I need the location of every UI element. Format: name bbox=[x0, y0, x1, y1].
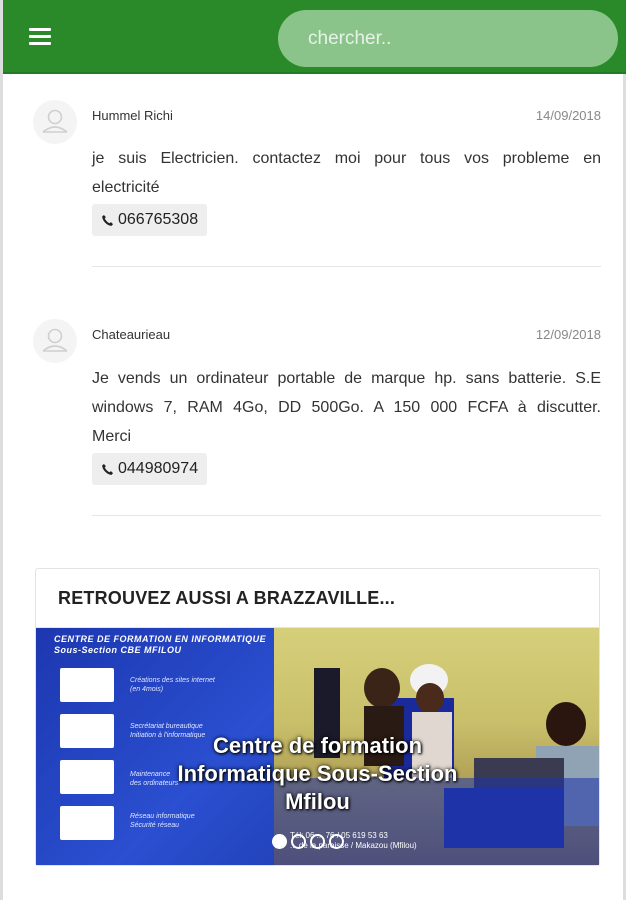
caption-line: Centre de formation bbox=[212, 733, 423, 758]
service-logo bbox=[60, 668, 114, 702]
post-date: 12/09/2018 bbox=[535, 327, 601, 342]
promo-card bbox=[35, 568, 600, 866]
post-author: Hummel Richi bbox=[92, 108, 173, 123]
service-line: (en 4mois) bbox=[130, 686, 164, 693]
post-item[interactable] bbox=[33, 319, 601, 519]
banner-title bbox=[54, 634, 266, 656]
phone-icon bbox=[101, 463, 114, 476]
user-icon bbox=[33, 100, 77, 144]
promo-heading: RETROUVEZ AUSSI A BRAZZAVILLE... bbox=[36, 569, 599, 628]
post-divider bbox=[92, 266, 601, 267]
search-input[interactable] bbox=[278, 10, 618, 67]
phone-icon bbox=[101, 214, 114, 227]
banner-caption bbox=[36, 732, 599, 816]
service-line: des ordinateurs bbox=[130, 780, 179, 787]
banner-title-line: CENTRE DE FORMATION EN INFORMATIQUE bbox=[54, 634, 267, 644]
top-bar bbox=[3, 0, 626, 74]
phone-button[interactable] bbox=[92, 453, 207, 485]
phone-number: 044980974 bbox=[118, 460, 199, 477]
contact-line: Tél: 06 ... 76 / 05 619 53 63 bbox=[290, 831, 388, 840]
banner-subtitle-line: Sous-Section CBE MFILOU bbox=[54, 645, 182, 655]
post-item[interactable] bbox=[33, 100, 601, 270]
service-line: Initiation à l'informatique bbox=[130, 732, 206, 739]
post-message: Je vends un ordinateur portable de marque hp. sans batterie. S.E windows 7, RAM 4Go, DD 500Go. A 150 000 FCFA à discutter. Merci bbox=[92, 370, 601, 445]
carousel-dot[interactable] bbox=[291, 834, 306, 849]
phone-number: 066765308 bbox=[118, 211, 199, 228]
caption-line: Informatique Sous-Section bbox=[177, 761, 458, 786]
hamburger-icon[interactable] bbox=[29, 28, 51, 46]
service-line: Réseau informatique bbox=[130, 813, 195, 820]
service-line: Maintenance bbox=[130, 771, 171, 778]
service-line: Créations des sites internet bbox=[130, 677, 215, 684]
post-date: 14/09/2018 bbox=[535, 108, 601, 123]
service-text bbox=[130, 676, 215, 694]
post-divider bbox=[92, 515, 601, 516]
contact-line: ... de la paroisse / Makazou (Mfilou) bbox=[290, 841, 417, 850]
carousel-dot[interactable] bbox=[310, 834, 325, 849]
carousel-dot[interactable] bbox=[329, 834, 344, 849]
service-line: Secrétariat bureautique bbox=[130, 723, 203, 730]
user-icon bbox=[33, 319, 77, 363]
carousel-dot[interactable] bbox=[272, 834, 287, 849]
carousel-indicators bbox=[272, 834, 344, 849]
promo-banner[interactable] bbox=[36, 628, 599, 865]
post-message: je suis Electricien. contactez moi pour tous vos probleme en electricité bbox=[92, 150, 601, 196]
service-line: Sécurité réseau bbox=[130, 822, 180, 829]
caption-line: Mfilou bbox=[285, 789, 350, 814]
post-author: Chateaurieau bbox=[92, 327, 171, 342]
phone-button[interactable] bbox=[92, 204, 207, 236]
